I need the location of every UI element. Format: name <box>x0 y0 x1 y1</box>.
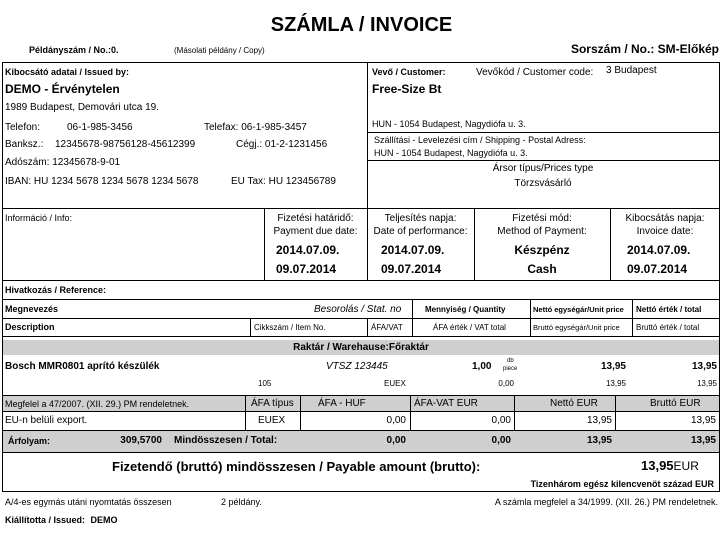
invoice-date: 2014.07.09. <box>627 243 691 257</box>
summary-vat-huf-header: ÁFA - HUF <box>318 398 366 409</box>
summary-row-net: 13,95 <box>586 415 612 426</box>
issuer-bank: 12345678-98756128-45612399 <box>55 139 196 150</box>
payment-method-label: Fizetési mód: <box>512 213 572 224</box>
col-item-no: Cikkszám / Item No. <box>254 323 326 332</box>
info-label: Információ / Info: <box>5 213 73 223</box>
issuer-fax: Telefax: 06-1-985-3457 <box>204 122 307 133</box>
customer-header: Vevő / Customer: <box>372 67 446 77</box>
col-vat: ÁFA/VAT <box>371 323 403 332</box>
summary-row-vat-type: EUEX <box>258 415 286 426</box>
summary-row-label: EU-n belüli export. <box>5 415 88 426</box>
warehouse-label: Raktár / Warehause:Főraktár <box>293 342 429 353</box>
issuer-phone: 06-1-985-3456 <box>67 122 133 133</box>
payable-amount <box>641 458 699 473</box>
total-net: 13,95 <box>586 435 612 446</box>
col-gross-unit-price: Bruttó egységár/Unit price <box>533 323 620 332</box>
col-gross-total: Bruttó érték / total <box>636 323 700 332</box>
payment-method-label-en: Method of Payment: <box>497 226 587 237</box>
due-date-label-en: Payment due date: <box>273 226 358 237</box>
due-date: 2014.07.09. <box>276 243 340 257</box>
print-note: A/4-es egymás utáni nyomtatás összesen <box>5 497 172 507</box>
total-label: Mindösszesen / Total: <box>174 435 278 446</box>
summary-vat-type-header: ÁFA típus <box>251 398 294 409</box>
issuer-name: DEMO - Érvénytelen <box>5 82 120 96</box>
col-net-unit-price: Nettó egységár/Unit price <box>533 305 624 314</box>
customer-code-label: Vevőkód / Customer code: <box>476 67 594 78</box>
payable-currency: EUR <box>673 459 699 473</box>
item-quantity: 1,00 <box>472 361 492 372</box>
item-gross-unit-price: 13,95 <box>605 379 626 388</box>
summary-regulation: Megfelel a 47/2007. (XII. 29.) PM rendeletnek. <box>5 399 190 409</box>
summary-net-header: Nettó EUR <box>550 398 598 409</box>
invoice-serial: Sorszám / No.: SM-Előkép <box>570 42 719 56</box>
item-net-unit-price: 13,95 <box>600 361 626 372</box>
customer-name: Free-Size Bt <box>372 82 442 96</box>
col-description: Description <box>5 322 55 332</box>
invoice-date-label-en: Invoice date: <box>636 226 694 237</box>
issuer-registration: Cégj.: 01-2-1231456 <box>236 139 328 150</box>
customer-address: HUN - 1054 Budapest, Nagydiófa u. 3. <box>372 119 526 129</box>
shipping-address: HUN - 1054 Budapest, Nagydiófa u. 3. <box>374 148 528 158</box>
total-vat-huf: 0,00 <box>386 435 406 446</box>
payable-label: Fizetendő (bruttó) mindösszesen / Payable amount (brutto): <box>112 459 481 474</box>
item-stat-no: VTSZ 123445 <box>326 361 388 372</box>
performance-date-label: Teljesítés napja: <box>384 213 457 224</box>
item-net-total: 13,95 <box>691 361 717 372</box>
col-net-total: Nettó érték / total <box>636 305 702 314</box>
issuer-tax-number: Adószám: 12345678-9-01 <box>5 157 121 168</box>
issued-by-name: DEMO <box>90 515 118 525</box>
copy-note: (Másolati példány / Copy) <box>174 46 265 55</box>
summary-row-vat-huf: 0,00 <box>386 415 406 426</box>
total-gross: 13,95 <box>690 435 716 446</box>
payable-in-words: Tizenhárom egész kilencvenöt század EUR <box>530 479 714 489</box>
item-name: Bosch MMR0801 aprító készülék <box>5 361 160 372</box>
item-vat-code: EUEX <box>384 379 406 388</box>
issuer-bank-label: Banksz.: <box>5 139 44 150</box>
payment-method-en: Cash <box>527 262 557 276</box>
item-vat-total: 0,00 <box>498 379 514 388</box>
item-unit-en: piece <box>503 366 518 372</box>
due-date-en: 09.07.2014 <box>276 262 337 276</box>
invoice-date-en: 09.07.2014 <box>627 262 688 276</box>
payment-method: Készpénz <box>514 243 570 257</box>
total-vat-eur: 0,00 <box>491 435 511 446</box>
col-vat-total: ÁFA érték / VAT total <box>433 323 506 332</box>
summary-row-vat-eur: 0,00 <box>491 415 511 426</box>
issuer-iban: IBAN: HU 1234 5678 1234 5678 1234 5678 <box>5 176 199 187</box>
performance-date: 2014.07.09. <box>381 243 445 257</box>
item-unit: db <box>507 358 514 364</box>
invoice-title: SZÁMLA / INVOICE <box>270 14 453 36</box>
item-gross-total: 13,95 <box>696 379 717 388</box>
item-number: 105 <box>258 379 272 388</box>
customer-code: 3 Budapest <box>606 65 657 76</box>
issuer-eu-tax: EU Tax: HU 123456789 <box>231 176 336 187</box>
col-name: Megnevezés <box>5 304 59 314</box>
issued-by <box>5 515 118 525</box>
due-date-label: Fizetési határidő: <box>277 213 354 224</box>
issued-by-label: Kiállította / Issued: <box>5 515 86 525</box>
col-classification: Besorolás / Stat. no <box>314 304 402 315</box>
legal-note: A számla megfelel a 34/1999. (XII. 26.) PM rendeletnek. <box>494 497 718 507</box>
copy-number: Példányszám / No.:0. <box>29 45 119 55</box>
price-type: Törzsvásárló <box>514 178 572 189</box>
issuer-address: 1989 Budapest, Demovári utca 19. <box>5 102 159 113</box>
price-type-label: Ársor típus/Prices type <box>492 163 594 174</box>
summary-vat-eur-header: ÁFA-VAT EUR <box>414 398 478 409</box>
exchange-rate-label: Árfolyam: <box>8 436 51 446</box>
print-copies: 2 példány. <box>221 497 262 507</box>
col-quantity: Mennyiség / Quantity <box>425 305 506 314</box>
invoice-date-label: Kibocsátás napja: <box>625 213 705 224</box>
shipping-label: Szállítási - Levelezési cím / Shipping - Postal Adress: <box>374 135 586 145</box>
performance-date-label-en: Date of performance: <box>373 226 468 237</box>
reference-label: Hivatkozás / Reference: <box>5 285 107 295</box>
exchange-rate: 309,5700 <box>120 435 162 446</box>
performance-date-en: 09.07.2014 <box>381 262 442 276</box>
issuer-header: Kibocsátó adatai / Issued by: <box>5 67 130 77</box>
payable-amount-value: 13,95 <box>641 458 674 473</box>
issuer-phone-label: Telefon: <box>5 122 41 133</box>
summary-gross-header: Bruttó EUR <box>650 398 701 409</box>
summary-row-gross: 13,95 <box>690 415 716 426</box>
